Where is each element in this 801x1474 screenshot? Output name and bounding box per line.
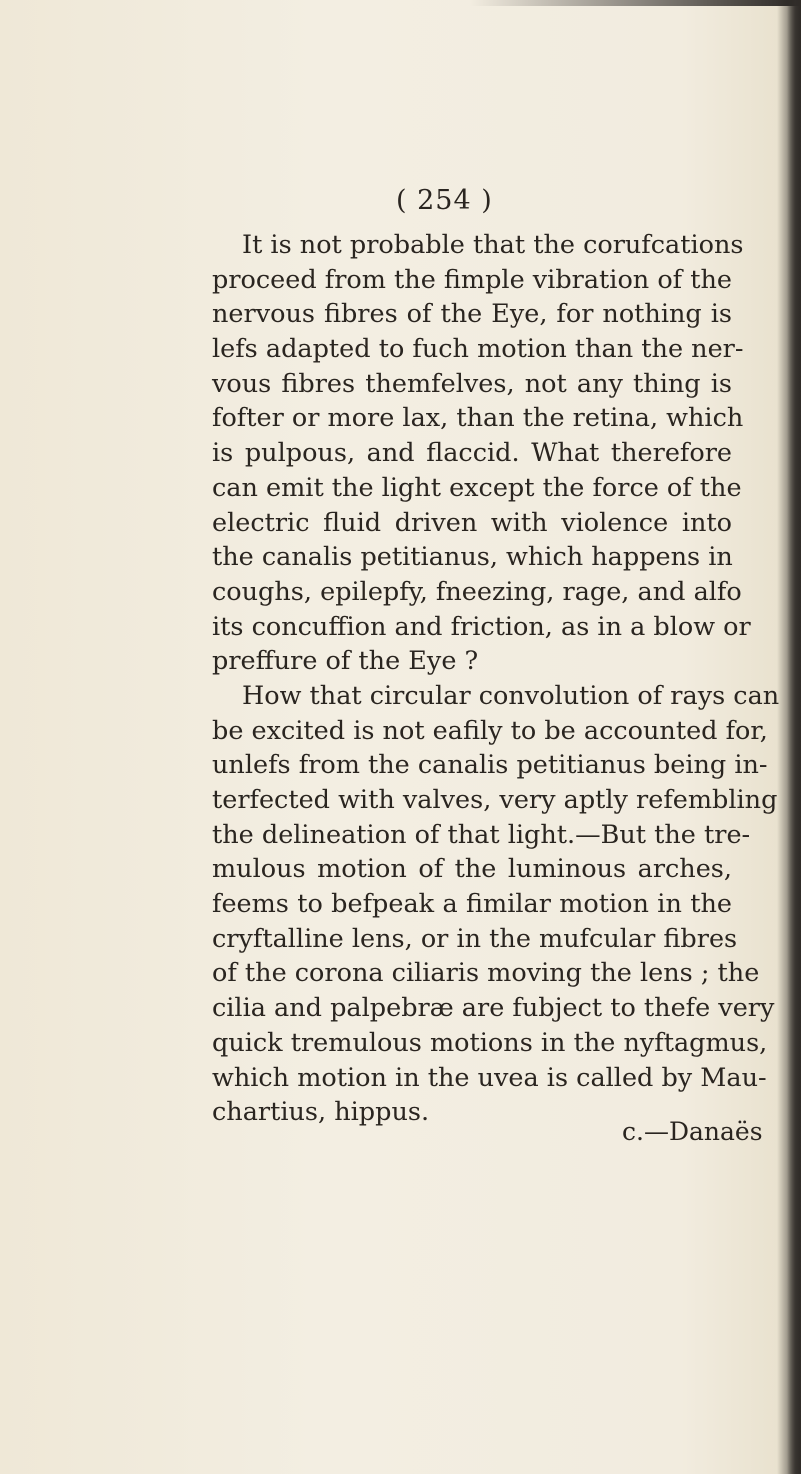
text-line: can emit the light except the force of the — [212, 472, 742, 503]
text-line: How that circular convolution of rays can — [242, 680, 780, 711]
text-line: terfected with valves, very aptly refembling — [212, 785, 778, 815]
text-line: preffure of the Eye ? — [212, 646, 479, 677]
text-line: lefs adapted to fuch motion than the ner- — [212, 334, 744, 365]
text-line: vous fibres themfelves, not any thing is — [212, 368, 732, 399]
text-line: coughs, epilepfy, fneezing, rage, and alfo — [212, 576, 742, 607]
text-line: proceed from the fimple vibration of the — [212, 264, 732, 295]
text-line: chartius, hippus. — [212, 1097, 430, 1128]
text-line: quick tremulous motions in the nyftagmus, — [212, 1027, 768, 1058]
text-line: the canalis petitianus, which happens in — [212, 542, 733, 573]
text-line: of the corona ciliaris moving the lens ; the — [212, 958, 760, 989]
page-number: ( 254 ) — [396, 185, 493, 216]
text-line: fofter or more lax, than the retina, which — [212, 403, 744, 434]
text-line: the delineation of that light.—But the tre- — [212, 819, 751, 850]
text-line: cilia and palpebræ are fubject to thefe very — [212, 993, 775, 1024]
text-line: is pulpous, and flaccid. What therefore — [212, 438, 732, 469]
body-text — [212, 228, 780, 1130]
text-line: mulous motion of the luminous arches, — [212, 854, 732, 885]
text-line: It is not probable that the corufcations — [242, 230, 744, 260]
scan-edge-mark — [470, 0, 800, 6]
page-edge-shadow — [787, 0, 801, 1474]
text-line: cryftalline lens, or in the mufcular fibres — [212, 923, 738, 954]
text-line: which motion in the uvea is called by Mau- — [212, 1062, 767, 1093]
text-line: feems to befpeak a fimilar motion in the — [212, 889, 732, 920]
text-line: be excited is not eafily to be accounted for, — [212, 715, 768, 746]
catchword: c.—Danaës — [622, 1117, 763, 1146]
text-line: nervous fibres of the Eye, for nothing is — [212, 299, 732, 330]
text-line: its concuffion and friction, as in a blow or — [212, 611, 751, 642]
text-line: unlefs from the canalis petitianus being in- — [212, 750, 768, 781]
text-line: electric fluid driven with violence into — [212, 507, 732, 538]
